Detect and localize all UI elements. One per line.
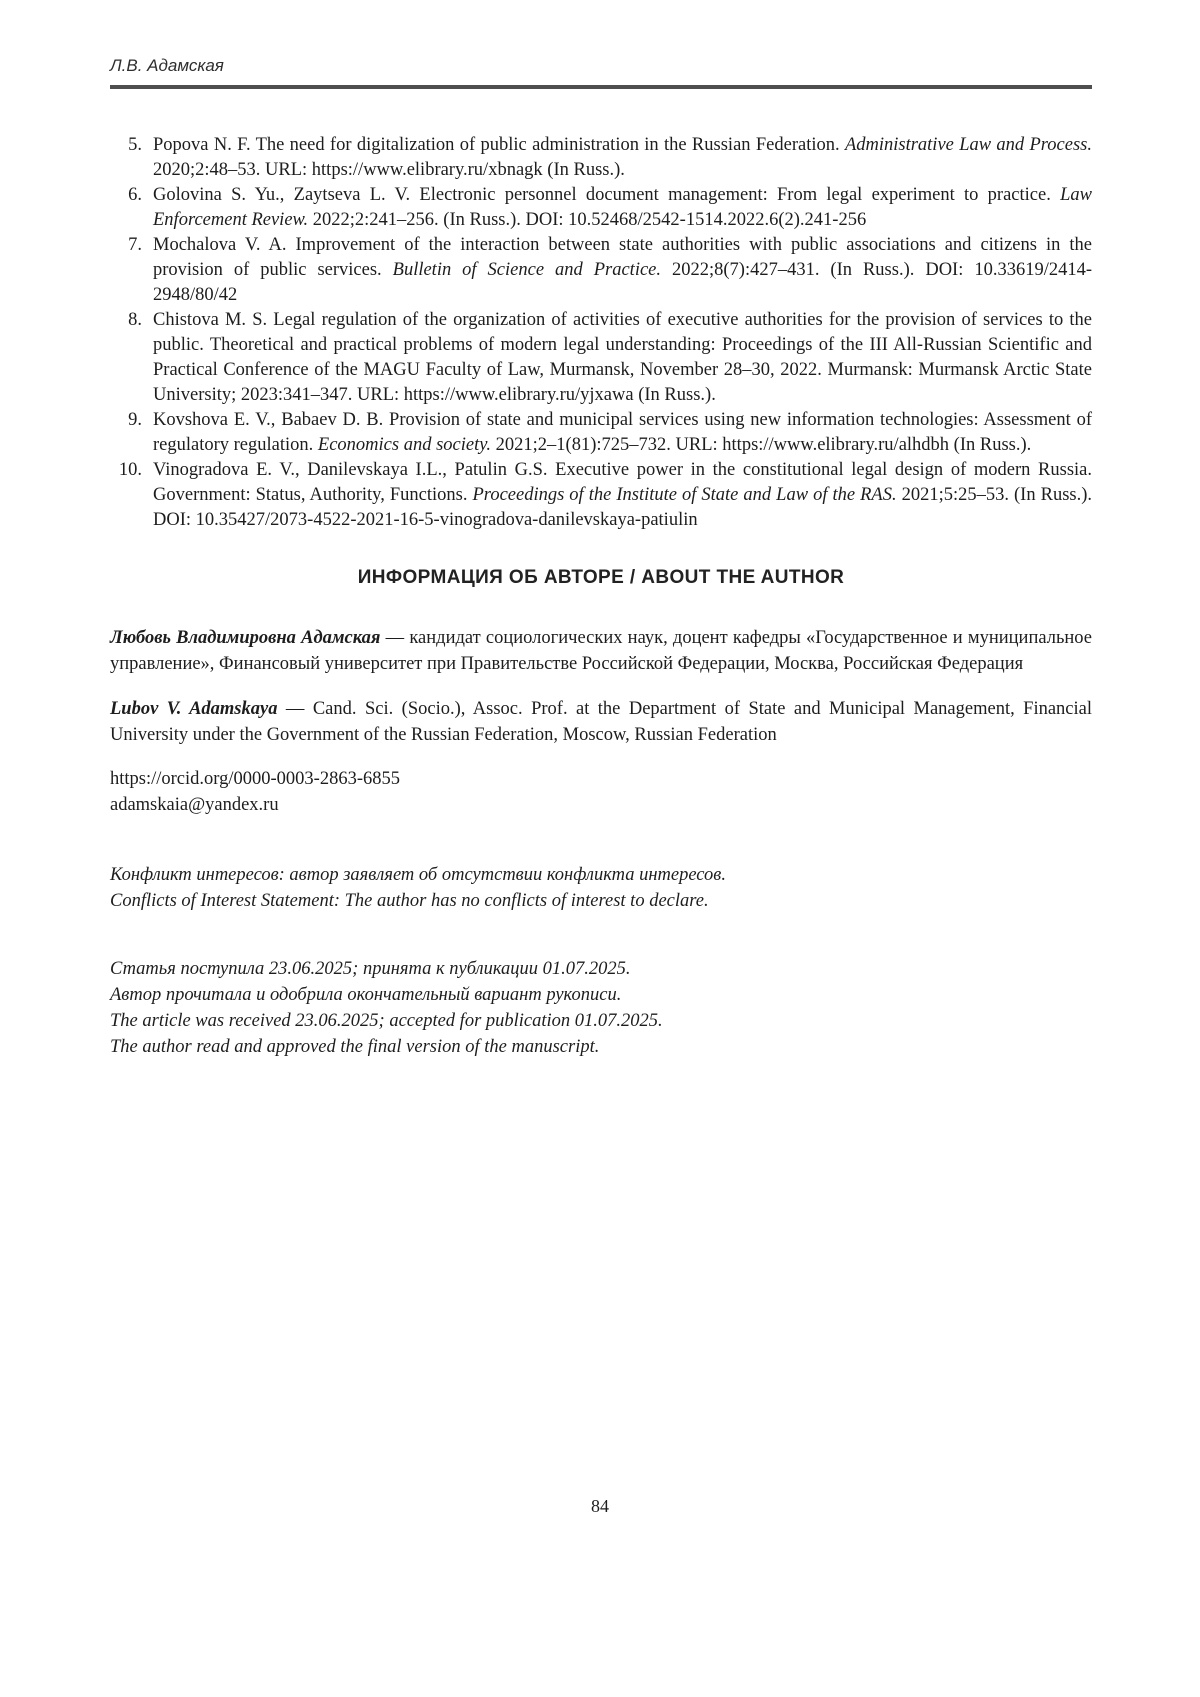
conflict-of-interest-block <box>110 862 1092 914</box>
orcid-url: https://orcid.org/0000-0003-2863-6855 <box>110 769 400 789</box>
reference-item <box>110 183 1092 233</box>
reference-text-post: 2022;2:241–256. (In Russ.). DOI: 10.52468/2542-1514.2022.6(2).241-256 <box>308 210 867 230</box>
reference-number: 7. <box>128 235 142 255</box>
reference-number: 8. <box>128 310 142 330</box>
reference-number: 5. <box>128 135 142 155</box>
reference-item <box>110 233 1092 308</box>
article-received-ru: Статья поступила 23.06.2025; принята к публикации 01.07.2025. <box>110 959 631 979</box>
page-content <box>110 56 1092 1060</box>
reference-text <box>153 233 1092 308</box>
author-name-ru: Любовь Владимировна Адамская <box>110 628 381 648</box>
reference-item <box>110 133 1092 183</box>
reference-text <box>153 183 1092 233</box>
conflict-statement-ru: Конфликт интересов: автор заявляет об отсутствии конфликта интересов. <box>110 865 726 885</box>
reference-journal-title: Law Enforcement Review. <box>153 185 1092 230</box>
reference-text <box>153 458 1092 533</box>
reference-journal-title: Bulletin of Science and Practice. <box>392 260 662 280</box>
article-received-en: The article was received 23.06.2025; accepted for publication 01.07.2025. <box>110 1011 663 1031</box>
references-list <box>110 133 1092 533</box>
author-bio-en-text: — Cand. Sci. (Socio.), Assoc. Prof. at the Department of State and Municipal Management, Financial University under the Government of the Russian Federation, Moscow, Russian Federation <box>110 698 1092 745</box>
reference-journal-title: Administrative Law and Process. <box>844 135 1092 155</box>
page-number: 84 <box>591 1496 609 1516</box>
reference-number: 9. <box>128 410 142 430</box>
reference-text-pre: Vinogradova E. V., Danilevskaya I.L., Patulin G.S. Executive power in the constitutional legal design of modern Russia. Government: Status, Authority, Functions. <box>153 460 1092 505</box>
author-bio-en <box>110 696 1092 748</box>
reference-text-pre: Popova N. F. The need for digitalization of public administration in the Russian Federation. <box>153 135 845 155</box>
author-bio-ru <box>110 625 1092 677</box>
header-rule <box>110 85 1092 89</box>
article-dates-block <box>110 956 1092 1060</box>
reference-journal-title: Economics and society. <box>317 435 492 455</box>
reference-text-pre: Golovina S. Yu., Zaytseva L. V. Electronic personnel document management: From legal experiment to practice. <box>153 185 1061 205</box>
reference-text-post: 2021;5:25–53. (In Russ.). DOI: 10.35427/2073-4522-2021-16-5-vinogradova-danilevskaya-patiulin <box>153 485 1093 530</box>
reference-text <box>153 133 1092 183</box>
author-name-en: Lubov V. Adamskaya <box>110 698 278 719</box>
running-head-author: Л.В. Адамская <box>110 56 224 75</box>
reference-text-post: 2020;2:48–53. URL: https://www.elibrary.ru/xbnagk (In Russ.). <box>153 160 625 180</box>
reference-item <box>110 308 1092 408</box>
page-header <box>110 56 1092 89</box>
reference-text-post: 2022;8(7):427–431. (In Russ.). DOI: 10.33619/2414-2948/80/42 <box>153 260 1093 305</box>
reference-number: 6. <box>128 185 142 205</box>
reference-text-pre: Mochalova V. A. Improvement of the interaction between state authorities with public associations and citizens in the provision of public services. <box>153 235 1092 280</box>
reference-text-pre: Chistova M. S. Legal regulation of the organization of activities of executive authorities for the provision of services to the public. Theoretical and practical problems of modern legal understanding: Proceedings of the III All-Russian Scientific and Practical Conference of the MAGU Faculty of Law, Murmansk, November 28–30, 2022. Murmansk: Murmansk Arctic State University; 2023:341–347. URL: https://www.elibrary.ru/yjxawa (In Russ.). <box>153 310 1092 405</box>
author-email: adamskaia@yandex.ru <box>110 795 279 815</box>
author-bio-ru-text: — кандидат социологических наук, доцент кафедры «Государственное и муниципальное управление», Финансовый университет при Правительстве Российской Федерации, Москва, Российская Федерация <box>110 628 1092 674</box>
reference-number: 10. <box>118 460 142 480</box>
reference-journal-title: Proceedings of the Institute of State and Law of the RAS. <box>472 485 897 505</box>
about-author-heading: ИНФОРМАЦИЯ ОБ АВТОРЕ / ABOUT THE AUTHOR <box>357 567 845 588</box>
reference-text <box>153 408 1092 458</box>
reference-item <box>110 458 1092 533</box>
reference-item <box>110 408 1092 458</box>
reference-text-post: 2021;2–1(81):725–732. URL: https://www.elibrary.ru/alhdbh (In Russ.). <box>491 435 1032 455</box>
conflict-statement-en: Conflicts of Interest Statement: The author has no conflicts of interest to declare. <box>110 891 709 911</box>
reference-text-pre: Kovshova E. V., Babaev D. B. Provision of state and municipal services using new information technologies: Assessment of regulatory regulation. <box>153 410 1092 455</box>
reference-text <box>153 308 1092 408</box>
article-approved-ru: Автор прочитала и одобрила окончательный вариант рукописи. <box>110 985 622 1005</box>
article-approved-en: The author read and approved the final version of the manuscript. <box>110 1037 600 1057</box>
about-author-section <box>110 625 1092 818</box>
